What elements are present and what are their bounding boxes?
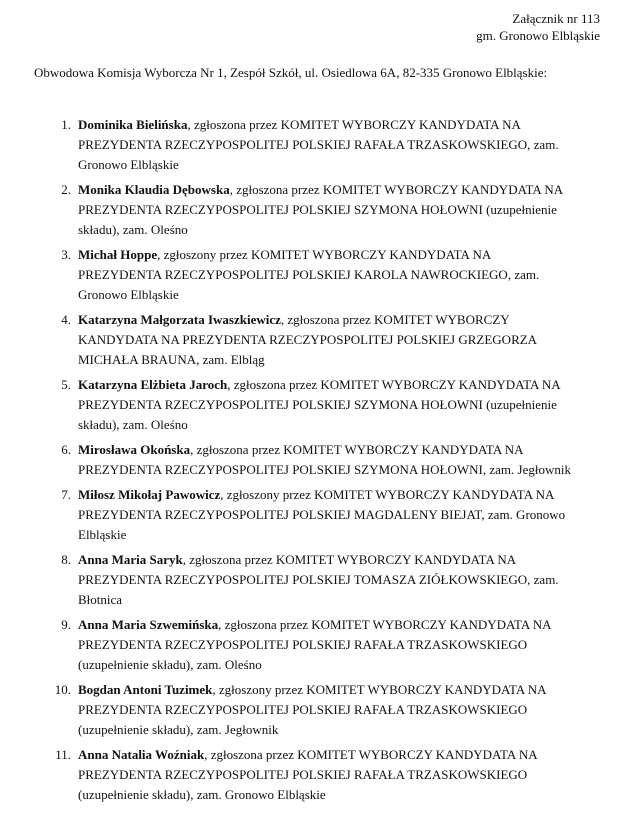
member-name: Mirosława Okońska (78, 442, 191, 457)
attachment-number: Załącznik nr 113 (512, 11, 600, 26)
member-details: , zgłoszony przez KOMITET WYBORCZY KANDYDATA NA PREZYDENTA RZECZYPOSPOLITEJ POLSKIEJ RAFAŁA TRZASKOWSKIEGO (uzupełnienie składu), zam. Jegłownik (78, 682, 546, 737)
member-name: Katarzyna Małgorzata Iwaszkiewicz (78, 312, 281, 327)
item-number: 7. (61, 487, 71, 502)
member-details: , zgłoszony przez KOMITET WYBORCZY KANDYDATA NA PREZYDENTA RZECZYPOSPOLITEJ POLSKIEJ KAROLA NAWROCKIEGO, zam. Gronowo Elbląskie (78, 247, 540, 302)
member-name: Bogdan Antoni Tuzimek (78, 682, 213, 697)
item-number: 2. (61, 182, 71, 197)
list-item (36, 485, 596, 545)
member-details: , zgłoszona przez KOMITET WYBORCZY KANDYDATA NA PREZYDENTA RZECZYPOSPOLITEJ POLSKIEJ SZYMONA HOŁOWNI (uzupełnienie składu), zam. Oleśno (78, 182, 563, 237)
member-name: Anna Maria Saryk (78, 552, 183, 567)
member-details: , zgłoszona przez KOMITET WYBORCZY KANDYDATA NA PREZYDENTA RZECZYPOSPOLITEJ POLSKIEJ GRZEGORZA MICHAŁA BRAUNA, zam. Elbląg (78, 312, 537, 367)
list-item (36, 745, 596, 805)
member-details: , zgłoszona przez KOMITET WYBORCZY KANDYDATA NA PREZYDENTA RZECZYPOSPOLITEJ POLSKIEJ SZYMONA HOŁOWNI (uzupełnienie składu), zam. Oleśno (78, 377, 560, 432)
item-number: 5. (61, 377, 71, 392)
item-number: 9. (61, 617, 71, 632)
list-item (36, 375, 596, 435)
member-details: , zgłoszona przez KOMITET WYBORCZY KANDYDATA NA PREZYDENTA RZECZYPOSPOLITEJ POLSKIEJ RAFAŁA TRZASKOWSKIEGO, zam. Gronowo Elbląskie (78, 117, 559, 172)
member-details: , zgłoszona przez KOMITET WYBORCZY KANDYDATA NA PREZYDENTA RZECZYPOSPOLITEJ POLSKIEJ TOMASZA ZIÓŁKOWSKIEGO, zam. Błotnica (78, 552, 559, 607)
member-name: Katarzyna Elżbieta Jaroch (78, 377, 228, 392)
member-details: , zgłoszona przez KOMITET WYBORCZY KANDYDATA NA PREZYDENTA RZECZYPOSPOLITEJ POLSKIEJ RAFAŁA TRZASKOWSKIEGO (uzupełnienie składu), zam. Oleśno (78, 617, 551, 672)
member-name: Monika Klaudia Dębowska (78, 182, 230, 197)
list-item (36, 680, 596, 740)
list-item (36, 310, 596, 370)
member-details: , zgłoszona przez KOMITET WYBORCZY KANDYDATA NA PREZYDENTA RZECZYPOSPOLITEJ POLSKIEJ RAFAŁA TRZASKOWSKIEGO (uzupełnienie składu), zam. Gronowo Elbląskie (78, 747, 537, 802)
item-number: 11. (55, 747, 71, 762)
list-item (36, 550, 596, 610)
commission-address: Obwodowa Komisja Wyborcza Nr 1, Zespół Szkół, ul. Osiedlowa 6A, 82-335 Gronowo Elbląskie: (34, 65, 548, 80)
member-name: Anna Maria Szwemińska (78, 617, 219, 632)
item-number: 3. (61, 247, 71, 262)
document-header (476, 10, 600, 44)
item-number: 8. (61, 552, 71, 567)
list-item (36, 615, 596, 675)
list-item (36, 115, 596, 175)
item-number: 1. (61, 117, 71, 132)
item-number: 6. (61, 442, 71, 457)
municipality: gm. Gronowo Elbląskie (476, 28, 600, 43)
member-name: Anna Natalia Woźniak (78, 747, 205, 762)
item-number: 4. (61, 312, 71, 327)
member-name: Dominika Bielińska (78, 117, 188, 132)
item-number: 10. (54, 682, 71, 697)
member-name: Michał Hoppe (78, 247, 158, 262)
list-item (36, 245, 596, 305)
member-details: , zgłoszona przez KOMITET WYBORCZY KANDYDATA NA PREZYDENTA RZECZYPOSPOLITEJ POLSKIEJ SZYMONA HOŁOWNI, zam. Jegłownik (78, 442, 571, 477)
list-item (36, 180, 596, 240)
members-list (36, 115, 596, 810)
member-details: , zgłoszony przez KOMITET WYBORCZY KANDYDATA NA PREZYDENTA RZECZYPOSPOLITEJ POLSKIEJ MAGDALENY BIEJAT, zam. Gronowo Elbląskie (78, 487, 566, 542)
list-item (36, 440, 596, 480)
member-name: Miłosz Mikołaj Pawowicz (78, 487, 221, 502)
